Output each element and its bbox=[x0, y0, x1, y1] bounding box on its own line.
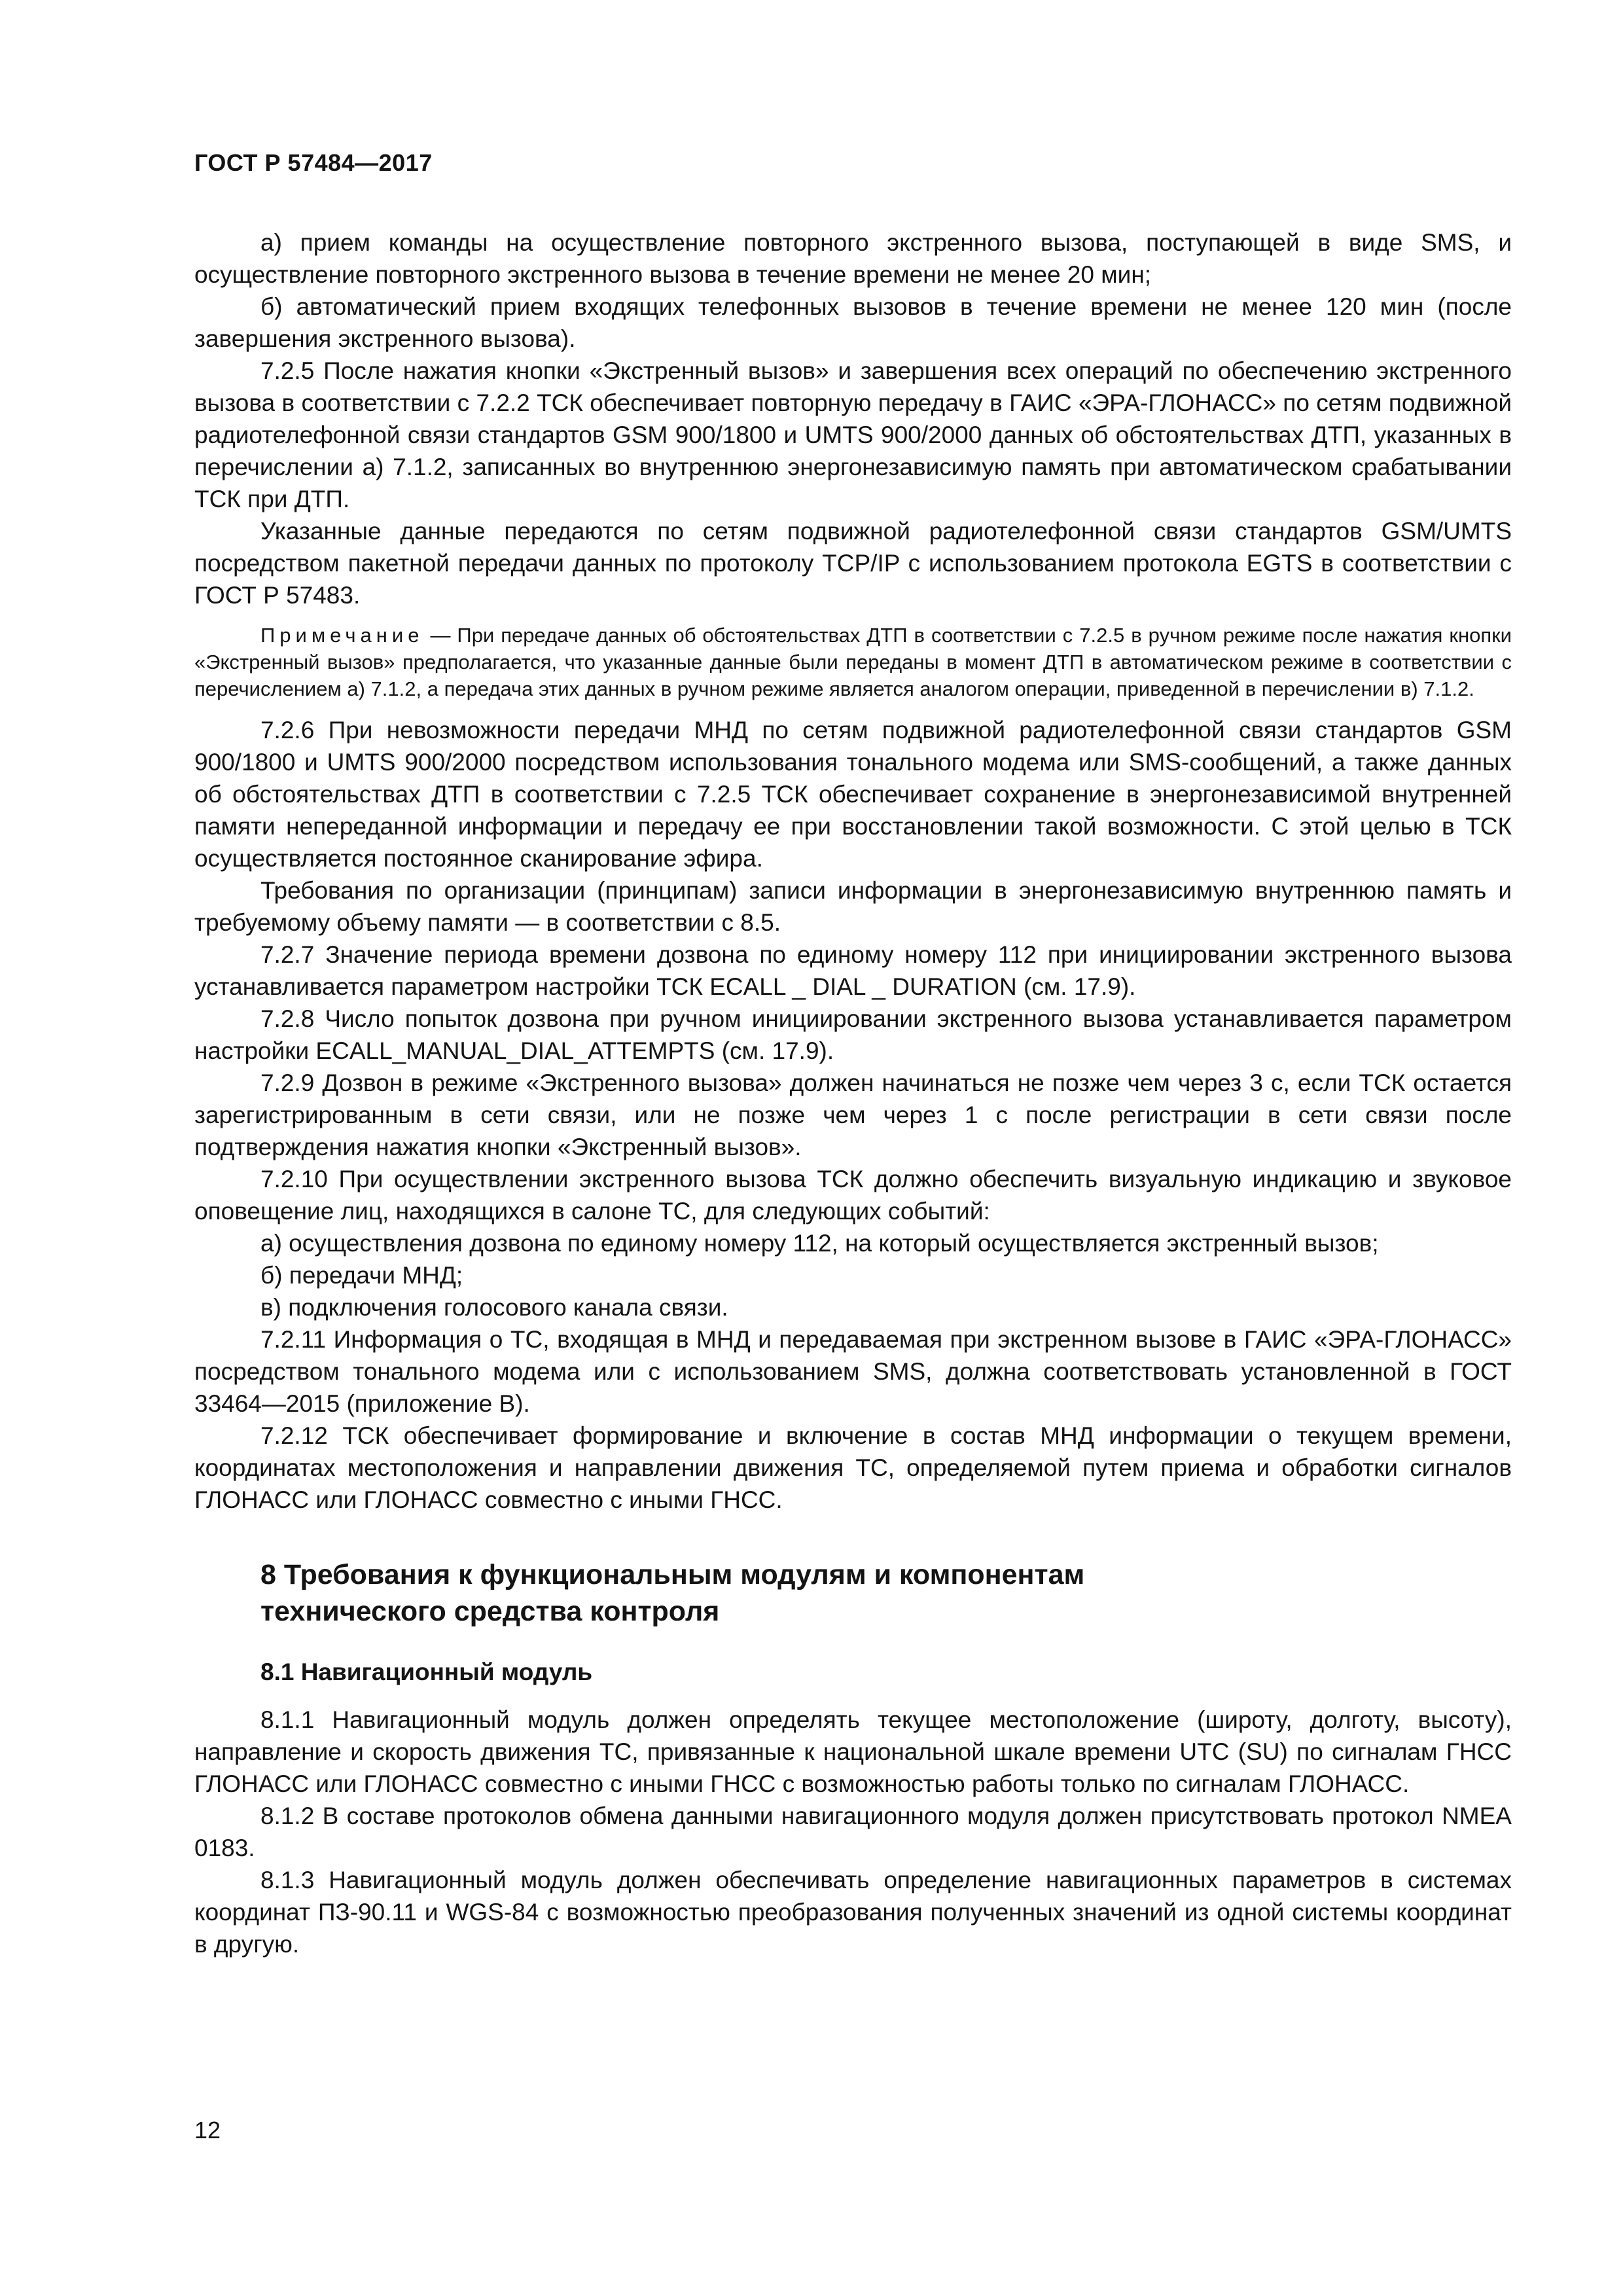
paragraph: 8.1.2 В составе протоколов обмена данными навигационного модуля должен присутствовать протокол NMEA 0183. bbox=[194, 1803, 1512, 1861]
paragraph: 7.2.8 Число попыток дозвона при ручном инициировании экстренного вызова устанавливается параметром настройки ECALL_MANUAL_DIAL_ATTEMPTS (см. 17.9). bbox=[194, 1005, 1512, 1064]
paragraph: 8.1.1 Навигационный модуль должен определять текущее местоположение (широту, долготу, высоту), направление и скорость движения ТС, привязанные к национальной шкале времени UTC (SU) по сигналам ГНСС ГЛОНАСС или ГЛОНАСС совместно с иными ГНСС с возможностью работы только по сигналам ГЛОНАСС. bbox=[194, 1706, 1512, 1797]
paragraph: 7.2.5 После нажатия кнопки «Экстренный вызов» и завершения всех операций по обеспечению экстренного вызова в соответствии с 7.2.2 ТСК обеспечивает повторную передачу в ГАИС «ЭРА-ГЛОНАСС» по сетям подвижной радиотелефонной связи стандартов GSM 900/1800 и UMTS 900/2000 данных об обстоятельствах ДТП, указанных в перечислении а) 7.1.2, записанных во внутреннюю энергонезависимую память при автоматическом срабатывании ТСК при ДТП. bbox=[194, 357, 1512, 512]
section-heading bbox=[260, 1556, 1512, 1630]
subsection-heading: 8.1 Навигационный модуль bbox=[260, 1659, 593, 1685]
paragraph: 7.2.10 При осуществлении экстренного вызова ТСК должно обеспечить визуальную индикацию и звуковое оповещение лиц, находящихся в салоне ТС, для следующих событий: bbox=[194, 1166, 1512, 1225]
list-item: б) передачи МНД; bbox=[260, 1262, 463, 1289]
paragraph: 7.2.9 Дозвон в режиме «Экстренного вызова» должен начинаться не позже чем через 3 с, если ТСК остается зарегистрированным в сети связи, или не позже чем через 1 с после регистрации в сети связи после подтверждения нажатия кнопки «Экстренный вызов». bbox=[194, 1069, 1512, 1160]
paragraph: 7.2.11 Информация о ТС, входящая в МНД и передаваемая при экстренном вызове в ГАИС «ЭРА-ГЛОНАСС» посредством тонального модема или с использованием SMS, должна соответствовать установленной в ГОСТ 33464—2015 (приложение В). bbox=[194, 1326, 1512, 1417]
paragraph: б) автоматический прием входящих телефонных вызовов в течение времени не менее 120 мин (после завершения экстренного вызова). bbox=[194, 293, 1512, 352]
paragraph: а) прием команды на осуществление повторного экстренного вызова, поступающей в виде SMS, и осуществление повторного экстренного вызова в течение времени не менее 20 мин; bbox=[194, 229, 1512, 288]
note-block bbox=[194, 622, 1512, 702]
note-label: Примечание bbox=[260, 624, 424, 647]
paragraph: 7.2.12 ТСК обеспечивает формирование и включение в состав МНД информации о текущем времени, координатах местоположения и направлении движения ТС, определяемой путем приема и обработки сигналов ГЛОНАСС или ГЛОНАСС совместно с иными ГНСС. bbox=[194, 1422, 1512, 1513]
paragraph: 7.2.7 Значение периода времени дозвона по единому номеру 112 при инициировании экстренного вызова устанавливается параметром настройки ТСК ECALL _ DIAL _ DURATION (см. 17.9). bbox=[194, 941, 1512, 1000]
list-item: а) осуществления дозвона по единому номеру 112, на который осуществляется экстренный вызов; bbox=[260, 1230, 1379, 1257]
page-body bbox=[194, 226, 1512, 1960]
section-heading-line-2: технического средства контроля bbox=[260, 1596, 720, 1627]
section-heading-line-1: 8 Требования к функциональным модулям и компонентам bbox=[260, 1559, 1085, 1590]
paragraph: 7.2.6 При невозможности передачи МНД по сетям подвижной радиотелефонной связи стандартов GSM 900/1800 и UMTS 900/2000 посредством использования тонального модема или SMS-сообщений, а также данных об обстоятельствах ДТП в соответствии с 7.2.5 ТСК обеспечивает сохранение в энергонезависимой внутренней памяти непереданной информации и передачу ее при восстановлении такой возможности. С этой целью в ТСК осуществляется постоянное сканирование эфира. bbox=[194, 717, 1512, 872]
paragraph: Указанные данные передаются по сетям подвижной радиотелефонной связи стандартов GSM/UMTS посредством пакетной передачи данных по протоколу TCP/IP с использованием протокола EGTS в соответствии с ГОСТ Р 57483. bbox=[194, 518, 1512, 609]
paragraph: Требования по организации (принципам) записи информации в энергонезависимую внутреннюю память и требуемому объему памяти — в соответствии с 8.5. bbox=[194, 877, 1512, 936]
paragraph: 8.1.3 Навигационный модуль должен обеспечивать определение навигационных параметров в системах координат ПЗ-90.11 и WGS-84 с возможностью преобразования полученных значений из одной системы координат в другую. bbox=[194, 1867, 1512, 1958]
note-text: — При передаче данных об обстоятельствах ДТП в соответствии с 7.2.5 в ручном режиме после нажатия кнопки «Экстренный вызов» предполагается, что указанные данные были переданы в момент ДТП в автоматическом режиме в соответствии с перечислением а) 7.1.2, а передача этих данных в ручном режиме является аналогом операции, приведенной в перечислении в) 7.1.2. bbox=[194, 624, 1512, 700]
page-number: 12 bbox=[194, 2117, 221, 2144]
list-item: в) подключения голосового канала связи. bbox=[260, 1294, 728, 1321]
document-code-header: ГОСТ Р 57484—2017 bbox=[194, 149, 433, 176]
